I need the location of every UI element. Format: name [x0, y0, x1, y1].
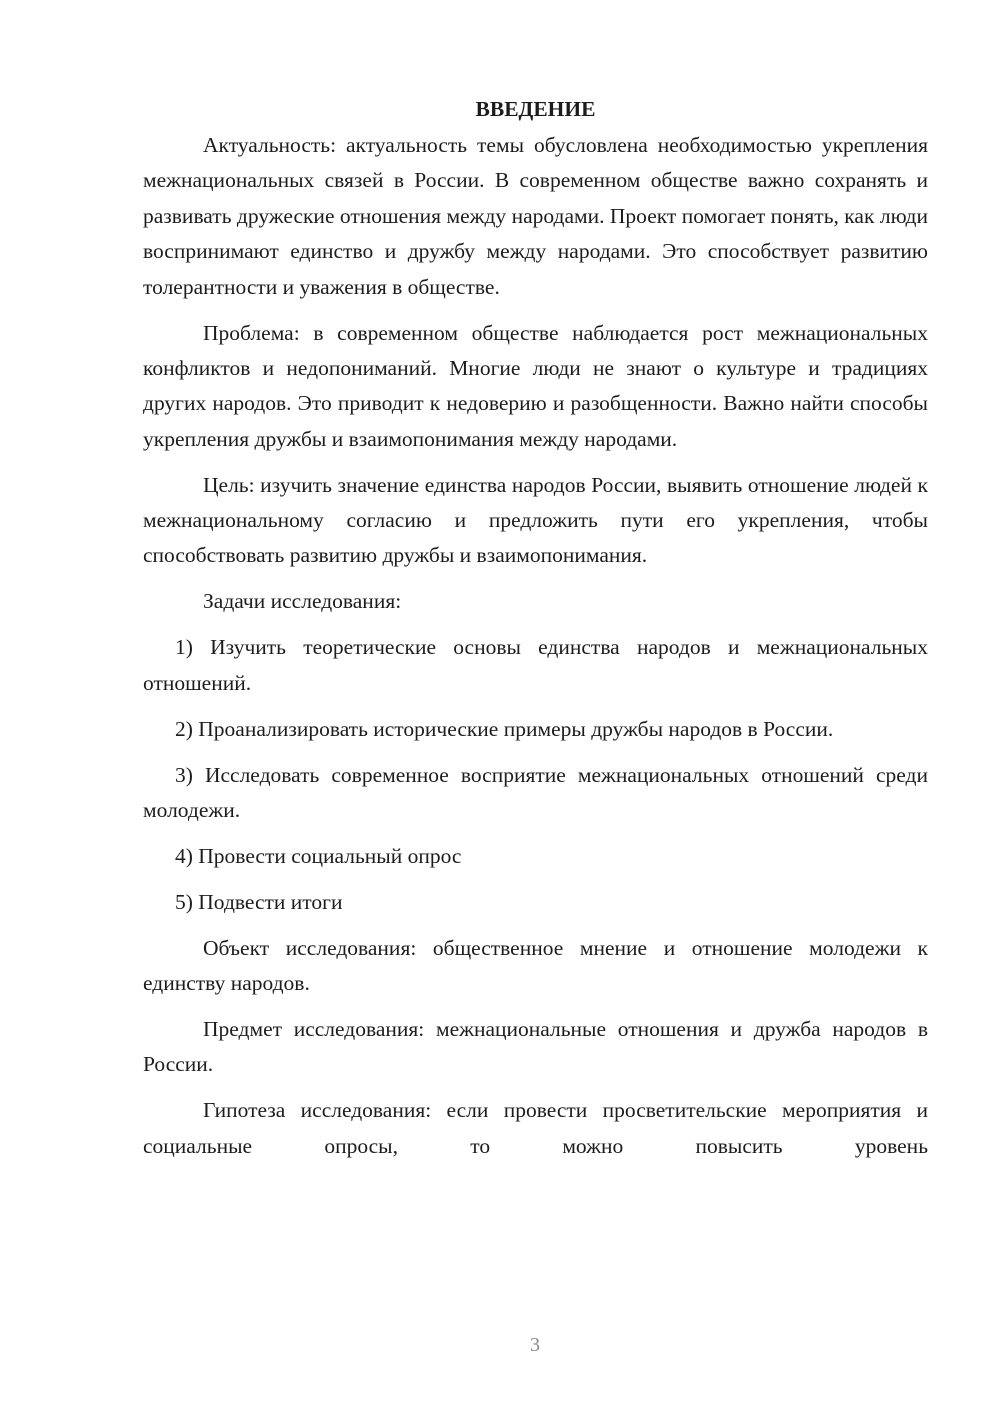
task-item-4: 4) Провести социальный опрос: [175, 843, 462, 868]
paragraph-hypothesis: Гипотеза исследования: если провести просветительские мероприятия и социальные опросы, то можно повысить уровень: [143, 1098, 928, 1158]
task-item-3: 3) Исследовать современное восприятие межнациональных отношений среди молодежи.: [143, 762, 928, 822]
paragraph-object: Объект исследования: общественное мнение и отношение молодежи к единству народов.: [143, 935, 928, 996]
task-item-1: 1) Изучить теоретические основы единства народов и межнациональных отношений.: [143, 635, 928, 695]
task-item-5: 5) Подвести итоги: [175, 889, 343, 914]
page-title: ВВЕДЕНИЕ: [475, 97, 596, 121]
paragraph-problem: Проблема: в современном обществе наблюдается рост межнациональных конфликтов и недопониманий. Многие люди не знают о культуре и традициях других народов. Это приводит к недоверию и разобщенности. Важно найти способы укрепления дружбы и взаимопонимания между народами.: [143, 320, 928, 451]
paragraph-relevance: Актуальность: актуальность темы обусловлена необходимостью укрепления межнациональных связей в России. В современном обществе важно сохранять и развивать дружеские отношения между народами. Проект помогает понять, как люди воспринимают единство и дружбу между народами. Это способствует развитию толерантности и уважения в обществе.: [143, 133, 928, 299]
page-number: 3: [530, 1334, 540, 1356]
document-body: [143, 92, 928, 1164]
task-item-2: 2) Проанализировать исторические примеры дружбы народов в России.: [175, 716, 834, 741]
paragraph-subject: Предмет исследования: межнациональные отношения и дружба народов в России.: [143, 1016, 928, 1077]
paragraph-tasks-heading: Задачи исследования:: [203, 589, 402, 614]
paragraph-goal: Цель: изучить значение единства народов России, выявить отношение людей к межнациональному согласию и предложить пути его укрепления, чтобы способствовать развитию дружбы и взаимопонимания.: [143, 472, 928, 568]
